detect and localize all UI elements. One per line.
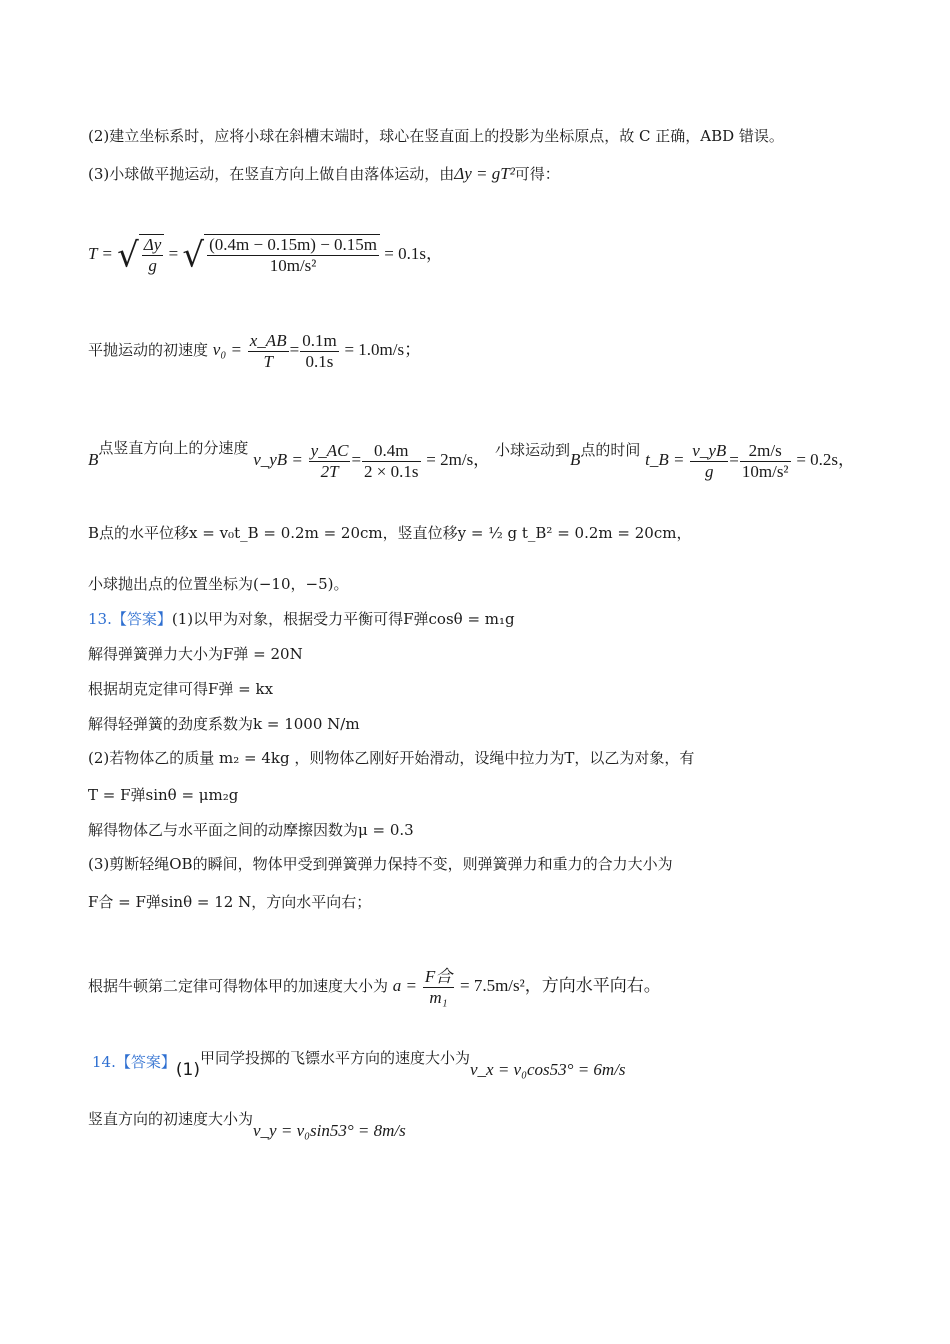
q14-text-2: 竖直方向的初速度大小为	[88, 1110, 254, 1128]
q13-acc-den: m₁	[429, 987, 448, 1007]
v0-frac1-den: T	[263, 351, 273, 371]
v0-lhs: v₀ =	[212, 340, 242, 359]
tB-result: = 0.2s，	[796, 450, 856, 469]
vyB-lhs: v_yB =	[253, 450, 303, 469]
q13-answer-tag: 【答案】	[111, 610, 172, 628]
tB-lhs: t_B =	[645, 450, 685, 469]
q13-line-4: 解得轻弹簧的劲度系数为k = 1000 N/m	[88, 715, 360, 733]
v0-frac1-num: x_AB	[249, 330, 287, 350]
tB-text-c: 点的时间	[580, 441, 641, 459]
tB-frac-1	[690, 441, 728, 482]
v0-frac-1	[248, 331, 289, 372]
q13-acceleration-line	[88, 962, 661, 1010]
tB-b-letter: B	[569, 450, 581, 469]
v0-text: 平抛运动的初速度	[88, 341, 209, 359]
v0-frac2-num: 0.1m	[302, 330, 337, 350]
vyB-frac2-num: 0.4m	[362, 441, 420, 462]
q12-part3-line	[88, 163, 560, 185]
vyB-text: 点竖直方向上的分速度	[98, 439, 249, 457]
q13-acc-text: 根据牛顿第二定律可得物体甲的加速度大小为	[88, 977, 389, 995]
q14-line-1	[92, 1041, 626, 1080]
period-sqrt-2: √ $\frac{(0.4m - 0.15m) - 0.15m}{\text{10m/s²}}$	[182, 234, 380, 276]
q13-line-9: F合 = F弹sinθ = 12 N，方向水平向右；	[88, 893, 372, 911]
tB-frac1-num: v_yB	[692, 440, 727, 460]
vertical-velocity-line: B点竖直方向上的分速度 v_yB = $\frac{y\_AC}{2T}$ = $\frac{0.4m}{2 \times 0.1s}$ = 2m/s， 小球运动到B点的时间 t_B = $\frac{v\_yB}{g}$ = $\frac{2m/s}{\text{10m/s²}}$ = 0.2s，	[88, 439, 856, 481]
period-frac-num: Δy	[143, 235, 162, 254]
q12-part3-tail: 可得：	[514, 165, 560, 183]
q13-acc-result: = 7.5m/s²，方向水平向右。	[459, 976, 661, 995]
vyB-frac-1	[309, 441, 351, 482]
q13-line-5: (2)若物体乙的质量 m₂ = 4kg ，则物体乙刚好开始滑动，设绳中拉力为T，以乙为对象，有	[88, 749, 695, 767]
q14-part-label: (1)	[175, 1060, 200, 1080]
vyB-frac-2	[362, 441, 420, 482]
period-lhs: T =	[88, 243, 113, 263]
vyB-result: = 2m/s，	[426, 450, 491, 469]
vyB-b-letter: B	[88, 450, 99, 469]
period-sqrt-1: √ $\frac{\Delta y}{g}$	[117, 234, 164, 276]
q14-formula-2: v_y = v₀sin53° = 8m/s	[253, 1121, 406, 1140]
vyB-frac2-den: 2 × 0.1s	[364, 461, 419, 481]
v0-frac2-den: 0.1s	[305, 351, 334, 371]
v0-result: = 1.0m/s；	[344, 340, 422, 359]
period-formula	[88, 234, 443, 294]
q13-line-2: 解得弹簧弹力大小为F弹 = 20N	[88, 645, 303, 663]
throw-point-coordinates: 小球抛出点的位置坐标为(−10，−5)。	[88, 575, 349, 593]
initial-velocity-line: 平抛运动的初速度 v₀ = $\frac{x\_AB}{T}$ = $\frac{0.1m}{0.1s}$ = 1.0m/s；	[88, 330, 422, 371]
tB-frac2-den: 10m/s²	[741, 461, 789, 481]
q13-line-6: T = F弹sinθ = μm₂g	[88, 786, 239, 804]
tB-frac2-num: 2m/s	[740, 441, 791, 462]
q13-acc-lhs: a =	[392, 976, 418, 995]
q12-part2-text: (2)建立坐标系时，应将小球在斜槽末端时，球心在竖直面上的投影为坐标原点，故 C 正确，ABD 错误。	[88, 127, 784, 145]
vyB-frac1-den: 2T	[320, 461, 339, 481]
q12-part3-text: (3)小球做平抛运动，在竖直方向上做自由落体运动，由	[88, 165, 455, 183]
displacement-line: B点的水平位移x = v₀t_B = 0.2m = 20cm，竖直位移y = ½ g t_B² = 0.2m = 20cm，	[88, 524, 692, 542]
q13-line-1	[88, 608, 515, 630]
q13-acc-frac	[423, 967, 454, 1008]
q13-acc-num: F合	[424, 966, 453, 986]
q12-part3-formula: Δy = gT²	[454, 164, 515, 183]
tB-text-a: 小球运动到	[494, 441, 570, 459]
q14-line-2	[88, 1102, 406, 1140]
vyB-frac1-num: y_AC	[310, 440, 349, 460]
tB-frac1-den: g	[705, 461, 714, 481]
q13-line-8: (3)剪断轻绳OB的瞬间，物体甲受到弹簧弹力保持不变，则弹簧弹力和重力的合力大小为	[88, 855, 673, 873]
q14-number: 14.	[92, 1053, 116, 1071]
q13-line-3: 根据胡克定律可得F弹 = kx	[88, 680, 274, 698]
q13-text-1: (1)以甲为对象，根据受力平衡可得F弹cosθ = m₁g	[171, 610, 515, 628]
period-rad-den: 10m/s²	[269, 256, 317, 275]
period-mid-eq: =	[168, 243, 179, 263]
period-frac-den: g	[148, 256, 157, 275]
q13-line-7: 解得物体乙与水平面之间的动摩擦因数为μ = 0.3	[88, 821, 414, 839]
q13-number: 13.	[88, 610, 112, 628]
period-result: = 0.1s，	[384, 243, 443, 263]
tB-frac-2	[740, 441, 791, 482]
q14-answer-tag: 【答案】	[115, 1053, 176, 1071]
q14-formula-1: v_x = v₀cos53° = 6m/s	[469, 1060, 626, 1079]
q14-text-1: 甲同学投掷的飞镖水平方向的速度大小为	[199, 1049, 470, 1067]
period-rad-num: (0.4m − 0.15m) − 0.15m	[209, 235, 378, 254]
v0-frac-2	[300, 331, 338, 372]
